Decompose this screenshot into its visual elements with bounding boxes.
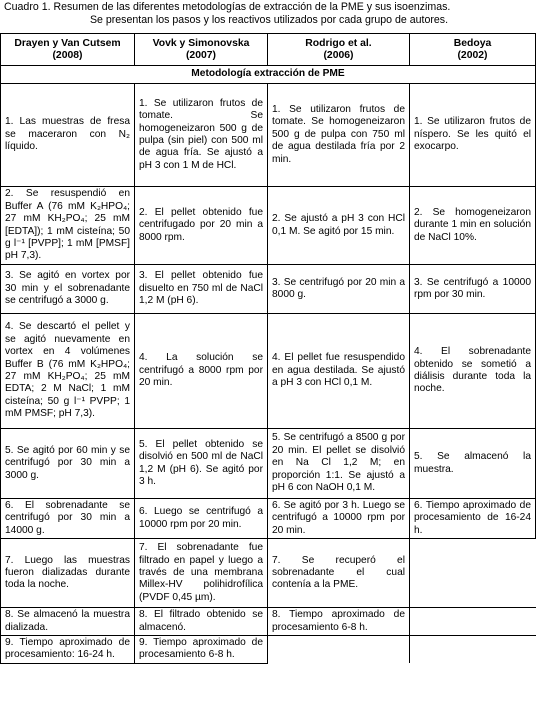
author-name: Bedoya [453, 37, 492, 49]
table-cell: 7. Luego las muestras fueron dializadas durante toda la noche. [1, 539, 135, 608]
author-year: (2002) [457, 49, 488, 61]
header-row [1, 34, 536, 66]
table-caption [4, 1, 534, 27]
section-row [1, 66, 536, 84]
table-row [1, 429, 536, 499]
table-cell: 6. El sobrenadante se centrifugó por 30 min a 14000 g. [1, 499, 135, 539]
table-row [1, 187, 536, 265]
table-row [1, 265, 536, 314]
author-name: Rodrigo et al. [305, 37, 372, 49]
table-cell: 5. Se almacenó la muestra. [410, 429, 536, 499]
table-cell: 4. El sobrenadante obtenido se sometió a diálisis durante toda la noche. [410, 314, 536, 429]
caption-line-2: Se presentan los pasos y los reactivos utilizados por cada grupo de autores. [89, 14, 449, 26]
column-header-vovk [135, 34, 268, 66]
table-row [1, 84, 536, 187]
column-header-rodrigo [268, 34, 410, 66]
table-cell: 4. Se descartó el pellet y se agitó nuevamente en vortex en 4 volúmenes Buffer B (76 mM K₂HPO₄; 27 mM KH₂PO₄; 25 mM EDTA; 2 M NaCl; 1 mM cisteína; 50 g l⁻¹ PVPP; 1 mM PMSF; pH 7,3). [1, 314, 135, 429]
table-cell [410, 636, 536, 664]
column-header-bedoya [410, 34, 536, 66]
section-title: Metodología extracción de PME [1, 66, 536, 84]
table-cell [410, 539, 536, 608]
table-cell: 8. Se almacenó la muestra dializada. [1, 608, 135, 636]
table-cell: 8. Tiempo aproximado de procesamiento 6-8 h. [268, 608, 410, 636]
table-cell: 1. Se utilizaron frutos de níspero. Se les quitó el exocarpo. [410, 84, 536, 187]
table-cell: 3. Se centrifugó por 20 min a 8000 g. [268, 265, 410, 314]
table-cell: 2. Se resuspendió en Buffer A (76 mM K₂HPO₄; 27 mM KH₂PO₄; 25 mM [EDTA]); 1 mM cisteína; 50 g l⁻¹ [PVPP]; 1 mM [PMSF] pH 7,3). [1, 187, 135, 265]
author-year: (2006) [323, 49, 354, 61]
table-cell: 3. El pellet obtenido fue disuelto en 750 ml de NaCl 1,2 M (pH 6). [135, 265, 268, 314]
author-name: Drayen y Van Cutsem [14, 37, 121, 49]
table-body [1, 66, 536, 664]
caption-line-1: Cuadro 1. Resumen de las diferentes metodologías de extracción de la PME y sus isoenzimas. [4, 1, 451, 13]
table-row [1, 539, 536, 608]
table-cell: 6. Tiempo aproximado de procesamiento de 16-24 h. [410, 499, 536, 539]
table-row [1, 608, 536, 636]
table-cell: 7. El sobrenadante fue filtrado en papel y luego a través de una membrana Millex-HV polihidrofílica (PVDF 0,45 µm). [135, 539, 268, 608]
table-cell: 2. Se homogeneizaron durante 1 min en solución de NaCl 10%. [410, 187, 536, 265]
table-cell: 4. El pellet fue resuspendido en agua destilada. Se ajustó a pH 3 con HCl 0,1 M. [268, 314, 410, 429]
table-cell: 6. Luego se centrifugó a 10000 rpm por 20 min. [135, 499, 268, 539]
column-header-drayen [1, 34, 135, 66]
author-year: (2008) [52, 49, 83, 61]
table-cell: 6. Se agitó por 3 h. Luego se centrifugó a 10000 rpm por 20 min. [268, 499, 410, 539]
table-row [1, 499, 536, 539]
table-cell [268, 636, 410, 664]
table-cell: 3. Se centrifugó a 10000 rpm por 30 min. [410, 265, 536, 314]
table-cell: 5. El pellet obtenido se disolvió en 500 ml de NaCl 1,2 M (pH 6). Se agitó por 3 h. [135, 429, 268, 499]
table-cell: 7. Se recuperó el sobrenadante el cual contenía a la PME. [268, 539, 410, 608]
author-name: Vovk y Simonovska [152, 37, 250, 49]
table-row [1, 636, 536, 664]
table-cell: 9. Tiempo aproximado de procesamiento 6-8 h. [135, 636, 268, 664]
table-cell: 3. Se agitó en vortex por 30 min y el sobrenadante se centrifugó a 3000 g. [1, 265, 135, 314]
author-year: (2007) [185, 49, 217, 61]
table-cell: 9. Tiempo aproximado de procesamiento: 16-24 h. [1, 636, 135, 664]
table-cell: 5. Se centrifugó a 8500 g por 20 min. El pellet se disolvió en Na Cl 1,2 M; en proporción 1:1. Se ajustó a pH 6 con NaOH 0,1 M. [268, 429, 410, 499]
table-row [1, 314, 536, 429]
table-cell [410, 608, 536, 636]
table-cell: 2. Se ajustó a pH 3 con HCl 0,1 M. Se agitó por 15 min. [268, 187, 410, 265]
methodology-table [0, 33, 536, 664]
table-cell: 1. Se utilizaron frutos de tomate. Se homogeneizaron 500 g de pulpa con 750 ml de agua destilada fría por 2 min. [268, 84, 410, 187]
table-cell: 4. La solución se centrifugó a 8000 rpm por 20 min. [135, 314, 268, 429]
table-cell: 5. Se agitó por 60 min y se centrifugó por 30 min a 3000 g. [1, 429, 135, 499]
table-cell: 1. Se utilizaron frutos de tomate. Se homogeneizaron 500 g de pulpa (sin piel) con 500 ml de agua fría. Se ajustó a pH 3 con 1 M de HCl. [135, 84, 268, 187]
table-cell: 2. El pellet obtenido fue centrifugado por 20 min a 8000 rpm. [135, 187, 268, 265]
table-cell: 8. El filtrado obtenido se almacenó. [135, 608, 268, 636]
table-cell: 1. Las muestras de fresa se maceraron con N₂ líquido. [1, 84, 135, 187]
